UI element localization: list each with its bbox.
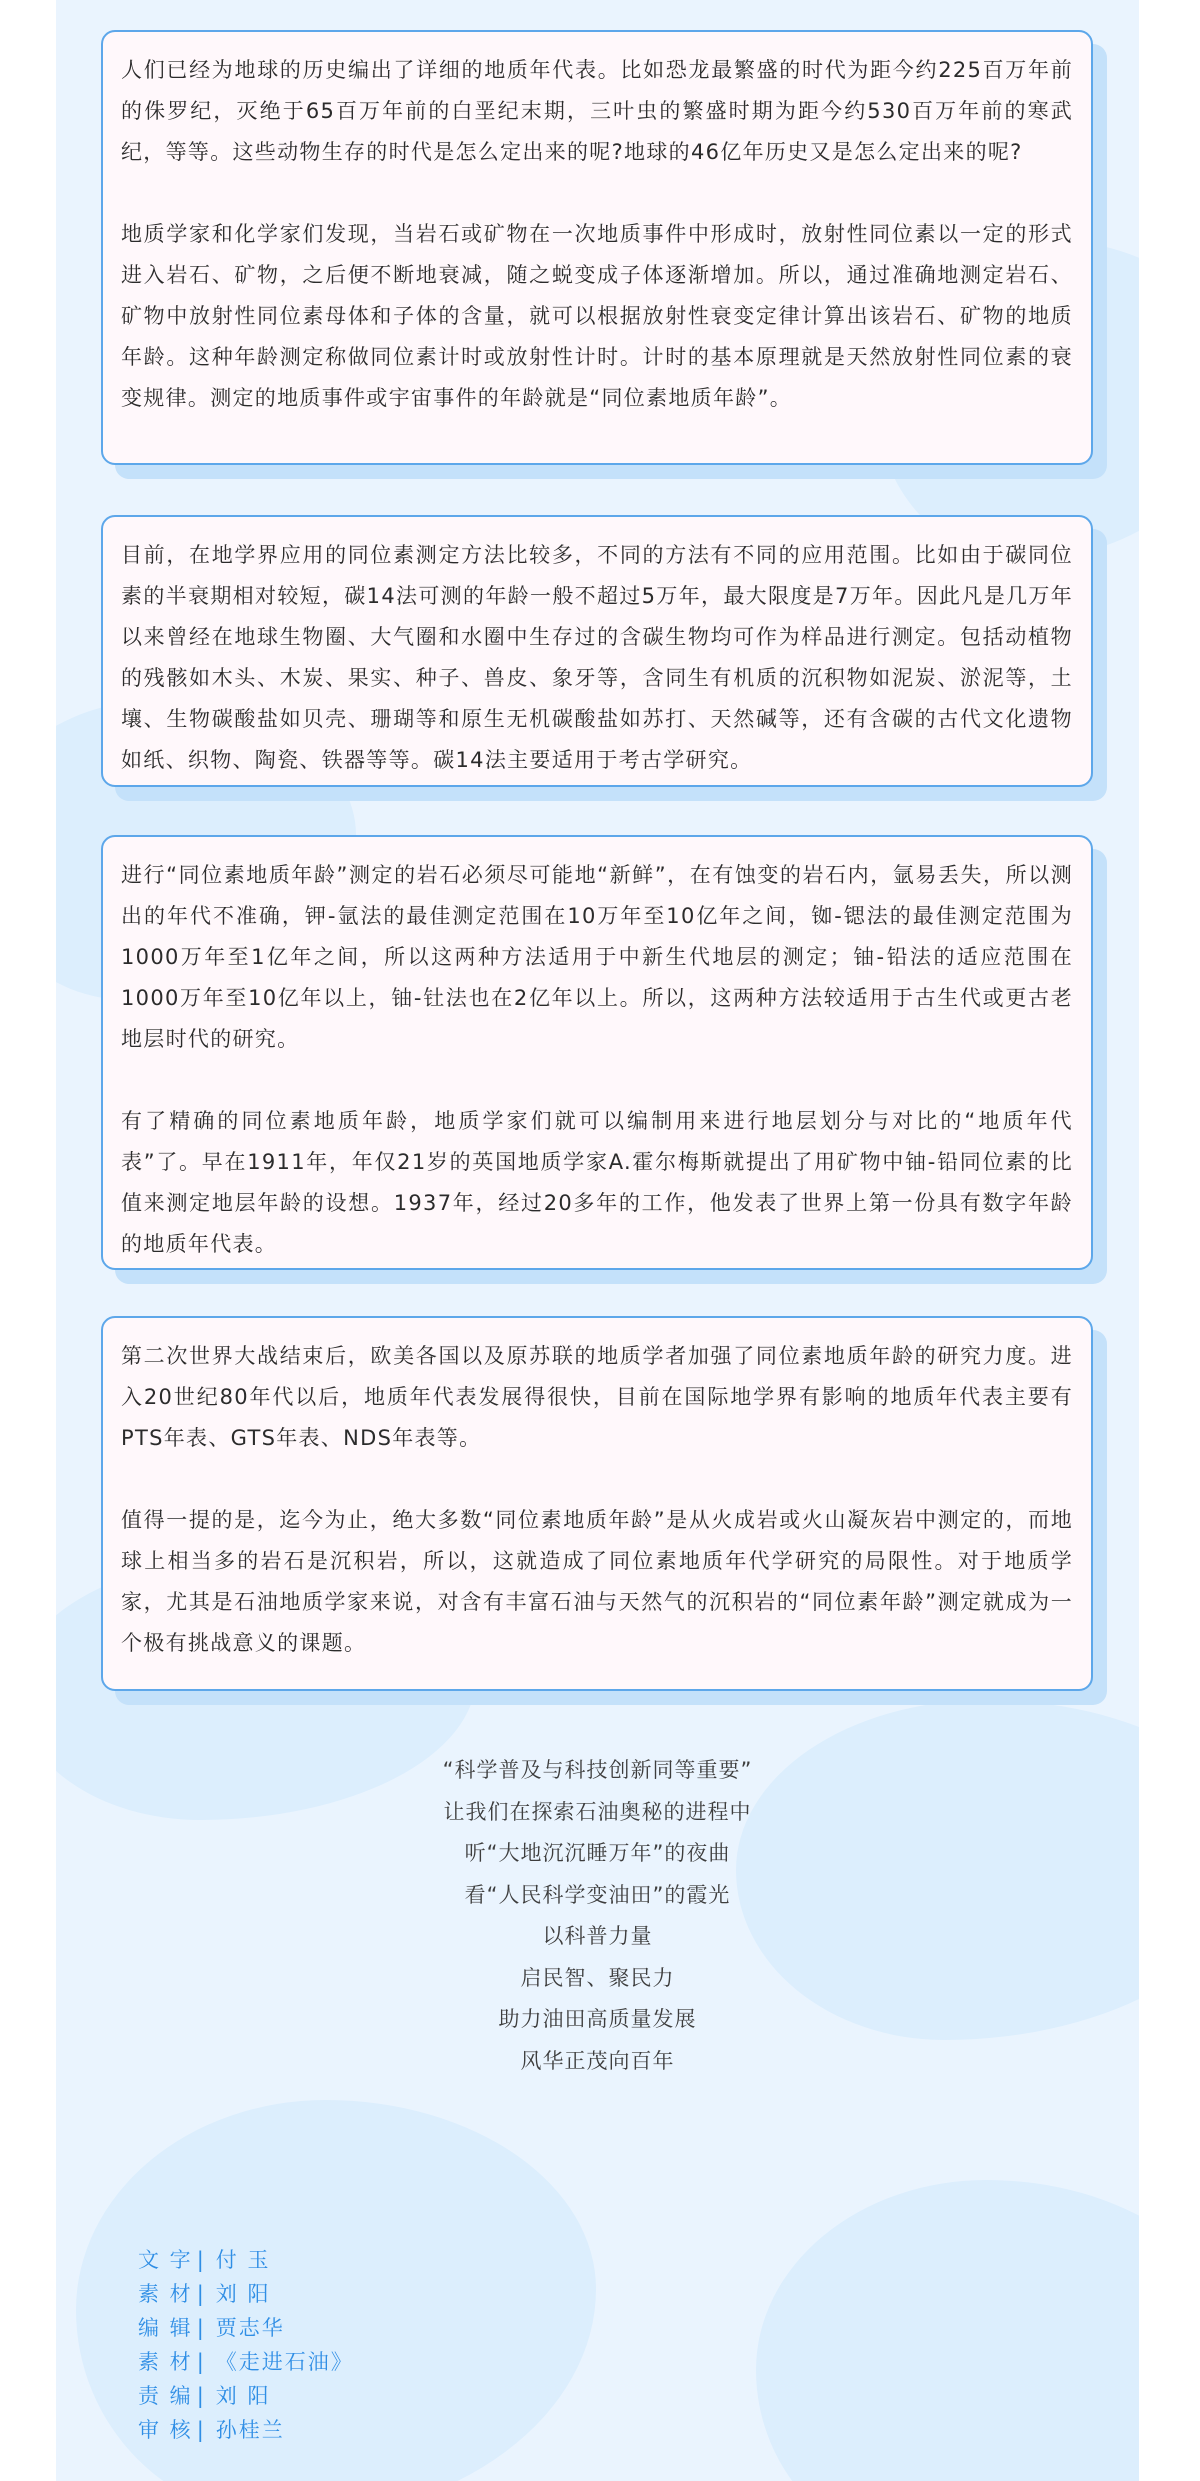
text-card-3 <box>101 835 1093 1270</box>
paragraph: 值得一提的是，迄今为止，绝大多数“同位素地质年龄”是从火成岩或火山凝灰岩中测定的，而地球上相当多的岩石是沉积岩，所以，这就造成了同位素地质年代学研究的局限性。对于地质学家，尤其是石油地质学家来说，对含有丰富石油与天然气的沉积岩的“同位素年龄”测定就成为一个极有挑战意义的课题。 <box>121 1508 1073 1655</box>
text-card-2 <box>101 515 1093 787</box>
paragraph: 有了精确的同位素地质年龄，地质学家们就可以编制用来进行地层划分与对比的“地质年代表”了。早在1911年，年仅21岁的英国地质学家A.霍尔梅斯就提出了用矿物中铀-铅同位素的比值来测定地层年龄的设想。1937年，经过20多年的工作，他发表了世界上第一份具有数字年龄的地质年代表。 <box>121 1109 1073 1256</box>
verse-line: 看“人民科学变油田”的霞光 <box>464 1882 731 1907</box>
credit-row <box>138 2345 354 2379</box>
credit-row <box>138 2243 354 2277</box>
verse-line: 启民智、聚民力 <box>520 1965 675 1990</box>
credit-name: 《走进石油》 <box>215 2350 354 2374</box>
credit-name: 孙桂兰 <box>215 2418 285 2442</box>
credit-row <box>138 2311 354 2345</box>
paragraph: 地质学家和化学家们发现，当岩石或矿物在一次地质事件中形成时，放射性同位素以一定的形式进入岩石、矿物，之后便不断地衰减，随之蜕变成子体逐渐增加。所以，通过准确地测定岩石、矿物中放射性同位素母体和子体的含量，就可以根据放射性衰变定律计算出该岩石、矿物的地质年龄。这种年龄测定称做同位素计时或放射性计时。计时的基本原理就是天然放射性同位素的衰变规律。测定的地质事件或宇宙事件的年龄就是“同位素地质年龄”。 <box>121 222 1073 410</box>
credit-separator: | <box>196 2282 206 2306</box>
background-blob <box>756 2180 1139 2481</box>
credit-name: 刘 阳 <box>215 2384 271 2408</box>
text-card-1 <box>101 30 1093 465</box>
credit-separator: | <box>196 2418 206 2442</box>
credit-role: 审 核 <box>138 2418 193 2442</box>
verse-line: 听“大地沉沉睡万年”的夜曲 <box>464 1841 731 1865</box>
text-card-4 <box>101 1316 1093 1691</box>
credit-row <box>138 2379 354 2413</box>
paragraph: 第二次世界大战结束后，欧美各国以及原苏联的地质学者加强了同位素地质年龄的研究力度。进入20世纪80年代以后，地质年代表发展得很快，目前在国际地学界有影响的地质年代表主要有PTS年表、GTS年表、NDS年表等。 <box>121 1344 1073 1450</box>
credit-row <box>138 2413 354 2447</box>
credit-separator: | <box>196 2384 206 2408</box>
credit-role: 编 辑 <box>138 2316 193 2340</box>
credit-role: 文 字 <box>138 2248 193 2272</box>
verse-line: “科学普及与科技创新同等重要” <box>442 1758 753 1782</box>
paragraph: 人们已经为地球的历史编出了详细的地质年代表。比如恐龙最繁盛的时代为距今约225百万年前的侏罗纪，灭绝于65百万年前的白垩纪末期，三叶虫的繁盛时期为距今约530百万年前的寒武纪，等等。这些动物生存的时代是怎么定出来的呢?地球的46亿年历史又是怎么定出来的呢? <box>121 58 1073 164</box>
verse-line: 风华正茂向百年 <box>520 2048 675 2073</box>
credit-separator: | <box>196 2316 206 2340</box>
credit-row <box>138 2277 354 2311</box>
credits-block <box>138 2243 354 2447</box>
credit-role: 责 编 <box>138 2384 193 2408</box>
credit-name: 付 玉 <box>215 2248 271 2272</box>
article-page <box>56 0 1139 2481</box>
verse-line: 助力油田高质量发展 <box>498 2007 697 2031</box>
paragraph: 进行“同位素地质年龄”测定的岩石必须尽可能地“新鲜”，在有蚀变的岩石内，氩易丢失，所以测出的年代不准确，钾-氩法的最佳测定范围在10万年至10亿年之间，铷-锶法的最佳测定范围为1000万年至1亿年之间，所以这两种方法适用于中新生代地层的测定；铀-铅法的适应范围在1000万年至10亿年以上，铀-钍法也在2亿年以上。所以，这两种方法较适用于古生代或更古老地层时代的研究。 <box>121 863 1073 1051</box>
credit-role: 素 材 <box>138 2350 193 2374</box>
credit-separator: | <box>196 2248 206 2272</box>
verse-line: 以科普力量 <box>542 1924 653 1948</box>
credit-role: 素 材 <box>138 2282 193 2306</box>
verse-line: 让我们在探索石油奥秘的进程中 <box>443 1799 752 1824</box>
paragraph: 目前，在地学界应用的同位素测定方法比较多，不同的方法有不同的应用范围。比如由于碳同位素的半衰期相对较短，碳14法可测的年龄一般不超过5万年，最大限度是7万年。因此凡是几万年以来曾经在地球生物圈、大气圈和水圈中生存过的含碳生物均可作为样品进行测定。包括动植物的残骸如木头、木炭、果实、种子、兽皮、象牙等，含同生有机质的沉积物如泥炭、淤泥等，土壤、生物碳酸盐如贝壳、珊瑚等和原生无机碳酸盐如苏打、天然碱等，还有含碳的古代文化遗物如纸、织物、陶瓷、铁器等等。碳14法主要适用于考古学研究。 <box>121 543 1073 772</box>
credit-separator: | <box>196 2350 206 2374</box>
credit-name: 刘 阳 <box>215 2282 271 2306</box>
credit-name: 贾志华 <box>215 2316 285 2340</box>
closing-verse <box>56 1750 1139 2082</box>
